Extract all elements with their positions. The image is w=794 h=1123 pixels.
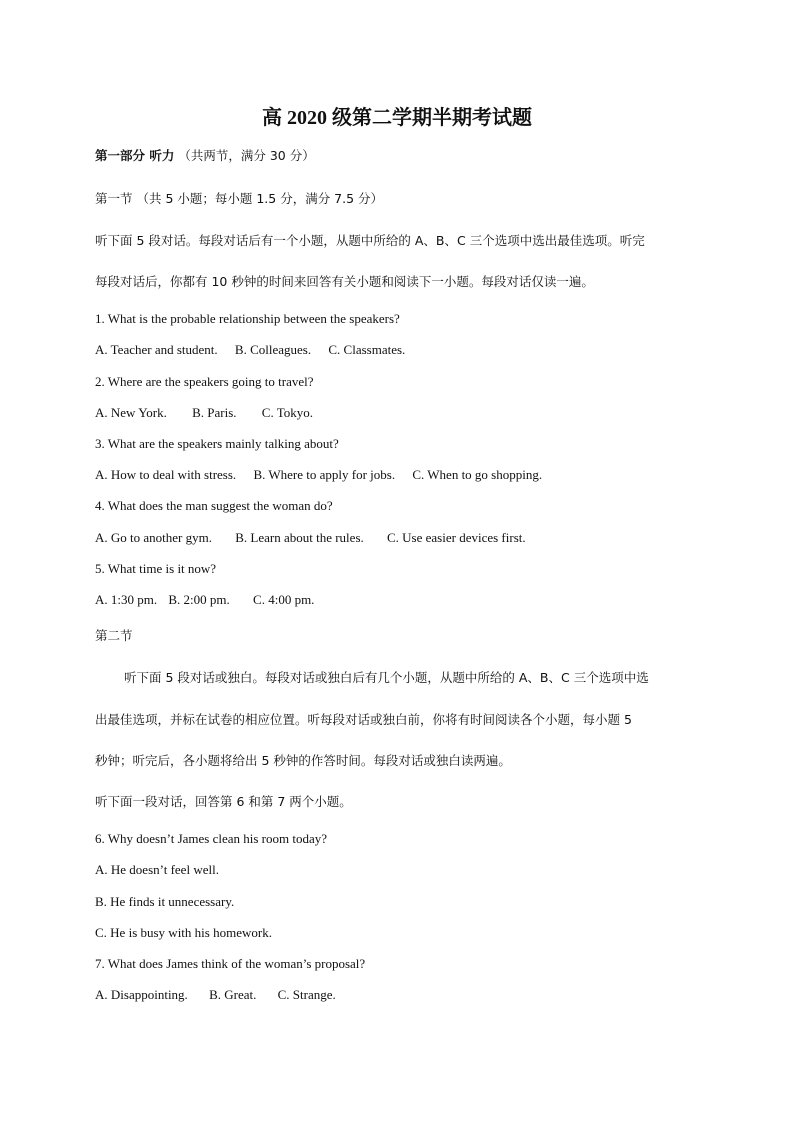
- q3-option-a: A. How to deal with stress.: [95, 467, 237, 482]
- part1-heading-bold: 第一部分 听力: [95, 148, 175, 163]
- section2-instruction-line2: 出最佳选项，并标在试卷的相应位置。听每段对话或独白前，你将有时间阅读各个小题，每小题 5: [95, 712, 632, 727]
- section2-instruction-line3: 秒钟；听完后，各小题将给出 5 秒钟的作答时间。每段对话或独白读两遍。: [95, 753, 511, 768]
- section2-heading: 第二节: [95, 628, 133, 643]
- q6-option-a: A. He doesn’t feel well.: [95, 862, 219, 877]
- q7-option-b: B. Great.: [209, 987, 257, 1002]
- question-3-stem: 3. What are the speakers mainly talking about?: [95, 436, 339, 451]
- q3-option-b: B. Where to apply for jobs.: [253, 467, 396, 482]
- part1-heading-rest: （共两节，满分 30 分）: [178, 148, 315, 163]
- q6-option-c: C. He is busy with his homework.: [95, 925, 272, 940]
- question-5-stem: 5. What time is it now?: [95, 561, 217, 576]
- q3-option-c: C. When to go shopping.: [412, 467, 543, 482]
- question-2-options: [95, 404, 327, 422]
- section1-heading: 第一节 （共 5 小题；每小题 1.5 分，满分 7.5 分）: [95, 191, 384, 206]
- q7-option-a: A. Disappointing.: [95, 987, 188, 1002]
- part1-heading: [95, 147, 315, 165]
- q4-option-a: A. Go to another gym.: [95, 530, 212, 545]
- question-6-stem: 6. Why doesn’t James clean his room today?: [95, 831, 328, 846]
- q5-option-a: A. 1:30 pm.: [95, 592, 158, 607]
- q1-option-a: A. Teacher and student.: [95, 342, 218, 357]
- section2-sub-instruction: 听下面一段对话，回答第 6 和第 7 两个小题。: [95, 794, 352, 809]
- question-7-options: [95, 986, 350, 1004]
- question-1-options: [95, 341, 419, 359]
- q5-option-c: C. 4:00 pm.: [253, 592, 315, 607]
- section2-instruction-line1: 听下面 5 段对话或独白。每段对话或独白后有几个小题，从题中所给的 A、B、C 三个选项中选: [124, 670, 649, 685]
- page-title: 高 2020 级第二学期半期考试题: [262, 107, 532, 129]
- section1-instruction-line2: 每段对话后，你都有 10 秒钟的时间来回答有关小题和阅读下一小题。每段对话仅读一遍。: [95, 274, 594, 289]
- section1-instruction-line1: 听下面 5 段对话。每段对话后有一个小题，从题中所给的 A、B、C 三个选项中选出最佳选项。听完: [95, 233, 645, 248]
- q2-option-b: B. Paris.: [192, 405, 237, 420]
- q1-option-c: C. Classmates.: [328, 342, 406, 357]
- q4-option-c: C. Use easier devices first.: [387, 530, 526, 545]
- question-4-stem: 4. What does the man suggest the woman do?: [95, 498, 333, 513]
- q6-option-b: B. He finds it unnecessary.: [95, 894, 235, 909]
- q7-option-c: C. Strange.: [277, 987, 336, 1002]
- question-1-stem: 1. What is the probable relationship between the speakers?: [95, 311, 400, 326]
- q2-option-c: C. Tokyo.: [261, 405, 314, 420]
- q1-option-b: B. Colleagues.: [234, 342, 312, 357]
- q5-option-b: B. 2:00 pm.: [168, 592, 230, 607]
- q2-option-a: A. New York.: [95, 405, 167, 420]
- question-7-stem: 7. What does James think of the woman’s proposal?: [95, 956, 366, 971]
- question-3-options: [95, 466, 556, 484]
- question-2-stem: 2. Where are the speakers going to travel?: [95, 374, 314, 389]
- question-5-options: [95, 591, 328, 609]
- q4-option-b: B. Learn about the rules.: [235, 530, 364, 545]
- question-4-options: [95, 529, 540, 547]
